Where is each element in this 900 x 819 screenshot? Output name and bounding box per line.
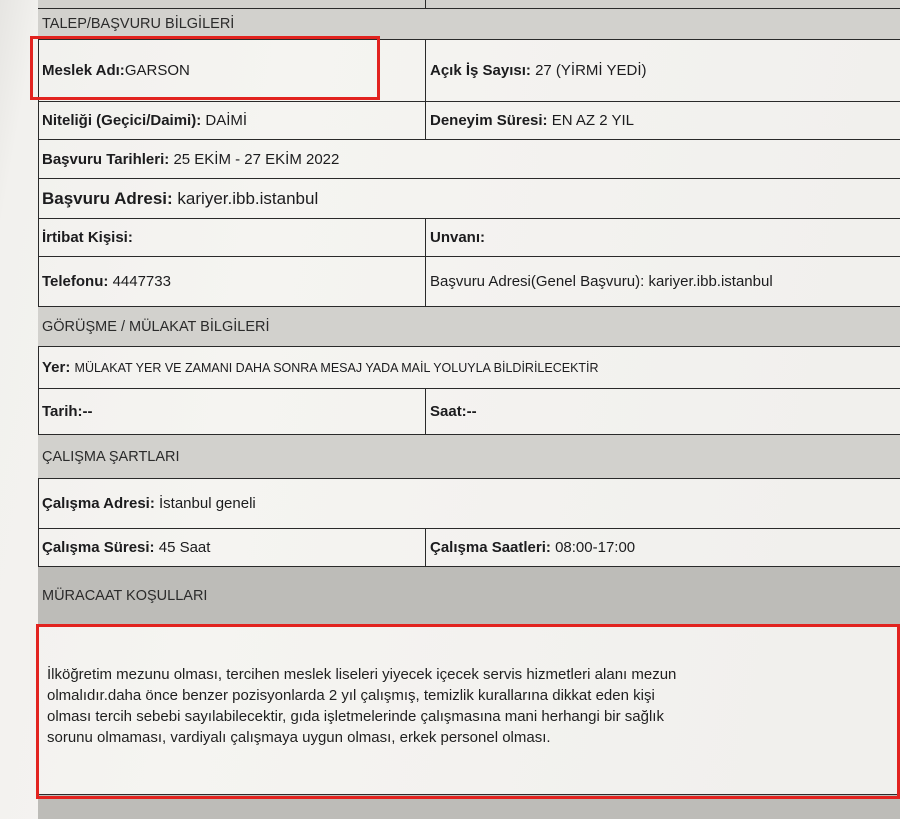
adres-cell xyxy=(38,179,318,218)
tarih-cell xyxy=(38,140,339,178)
deneyim-label: Deneyim Süresi: xyxy=(430,112,548,129)
unvan-label: Unvanı: xyxy=(430,229,486,246)
telefon-label: Telefonu: xyxy=(42,273,109,290)
calisma-saatleri-label: Çalışma Saatleri: xyxy=(430,539,551,556)
row-irtibat xyxy=(38,218,900,256)
deneyim-value: EN AZ 2 YIL xyxy=(551,112,634,129)
section-header-calisma xyxy=(38,434,900,478)
gorusme-tarih-label: Tarih:-- xyxy=(42,403,93,420)
irtibat-cell xyxy=(38,219,426,256)
bottom-row-fragment xyxy=(38,794,900,819)
yer-label: Yer: xyxy=(42,359,71,376)
acik-is-label: Açık İş Sayısı: xyxy=(430,62,531,79)
row-tarih-saat xyxy=(38,388,900,434)
row-telefon xyxy=(38,256,900,306)
telefon-cell xyxy=(38,257,426,306)
section-title-talep: TALEP/BAŞVURU BİLGİLERİ xyxy=(42,16,235,32)
yer-cell xyxy=(38,347,599,388)
genel-basvuru-cell xyxy=(426,257,900,306)
acik-is-value: 27 (YİRMİ YEDİ) xyxy=(535,62,647,79)
deneyim-cell xyxy=(426,102,900,139)
requirements-text xyxy=(47,664,897,748)
tarih-label: Başvuru Tarihleri: xyxy=(42,150,170,168)
irtibat-label: İrtibat Kişisi: xyxy=(42,229,133,246)
row-nitelik xyxy=(38,101,900,139)
section-title-calisma: ÇALIŞMA ŞARTLARI xyxy=(42,448,180,465)
calisma-adres-label: Çalışma Adresi: xyxy=(42,495,155,512)
row-meslek xyxy=(38,39,900,101)
calisma-saatleri-cell xyxy=(426,529,900,566)
meslek-value: GARSON xyxy=(124,62,190,79)
calisma-sure-cell xyxy=(38,529,426,566)
nitelik-cell xyxy=(38,102,426,139)
row-calisma-sure xyxy=(38,528,900,566)
calisma-adres-value: İstanbul geneli xyxy=(159,495,256,512)
requirements-line-3: olması tercih sebebi sayılabilecektir, gıda işletmelerinde çalışmasına mani herhangi bir sağlık xyxy=(47,708,664,725)
nitelik-label: Niteliği (Geçici/Daimi): xyxy=(42,112,202,129)
calisma-sure-label: Çalışma Süresi: xyxy=(42,539,155,556)
gorusme-tarih-cell xyxy=(38,389,426,434)
nitelik-value: DAİMİ xyxy=(205,112,248,129)
requirements-line-4: sorunu olmaması, vardiyalı çalışmaya uygun olması, erkek personel olması. xyxy=(47,729,551,746)
section-title-gorusme: GÖRÜŞME / MÜLAKAT BİLGİLERİ xyxy=(42,318,270,335)
calisma-sure-value: 45 Saat xyxy=(158,539,211,556)
acik-is-cell xyxy=(426,40,900,101)
row-yer xyxy=(38,346,900,388)
row-basvuru-adresi xyxy=(38,178,900,218)
row-basvuru-tarihleri xyxy=(38,139,900,178)
top-row-fragment xyxy=(38,0,900,8)
unvan-cell xyxy=(426,219,900,256)
calisma-adres-cell xyxy=(38,479,256,528)
meslek-cell xyxy=(38,40,426,101)
yer-value: MÜLAKAT YER VE ZAMANI DAHA SONRA MESAJ YADA MAİL YOLUYLA BİLDİRİLECEKTİR xyxy=(74,360,599,375)
meslek-label: Meslek Adı: xyxy=(42,62,125,79)
gorusme-saat-cell xyxy=(426,389,900,434)
requirements-line-2: olmalıdır.daha önce benzer pozisyonlarda 2 yıl çalışmış, temizlik kurallarına dikkat eden kişi xyxy=(47,687,655,704)
row-calisma-adresi xyxy=(38,478,900,528)
requirements-line-1: İlköğretim mezunu olması, tercihen meslek liseleri yiyecek içecek servis hizmetleri alanı mezun xyxy=(47,666,677,683)
section-header-talep xyxy=(38,8,900,39)
adres-label: Başvuru Adresi: xyxy=(42,188,173,208)
adres-value: kariyer.ibb.istanbul xyxy=(177,188,319,208)
tarih-value: 25 EKİM - 27 EKİM 2022 xyxy=(173,150,340,168)
section-header-muracaat xyxy=(38,566,900,624)
genel-basvuru-label: Başvuru Adresi(Genel Başvuru): xyxy=(430,273,645,290)
gorusme-saat-label: Saat:-- xyxy=(430,403,477,420)
section-title-muracaat: MÜRACAAT KOŞULLARI xyxy=(42,587,208,604)
section-header-gorusme xyxy=(38,306,900,346)
telefon-value: 4447733 xyxy=(112,273,171,290)
genel-basvuru-value: kariyer.ibb.istanbul xyxy=(648,273,773,290)
calisma-saatleri-value: 08:00-17:00 xyxy=(555,539,636,556)
